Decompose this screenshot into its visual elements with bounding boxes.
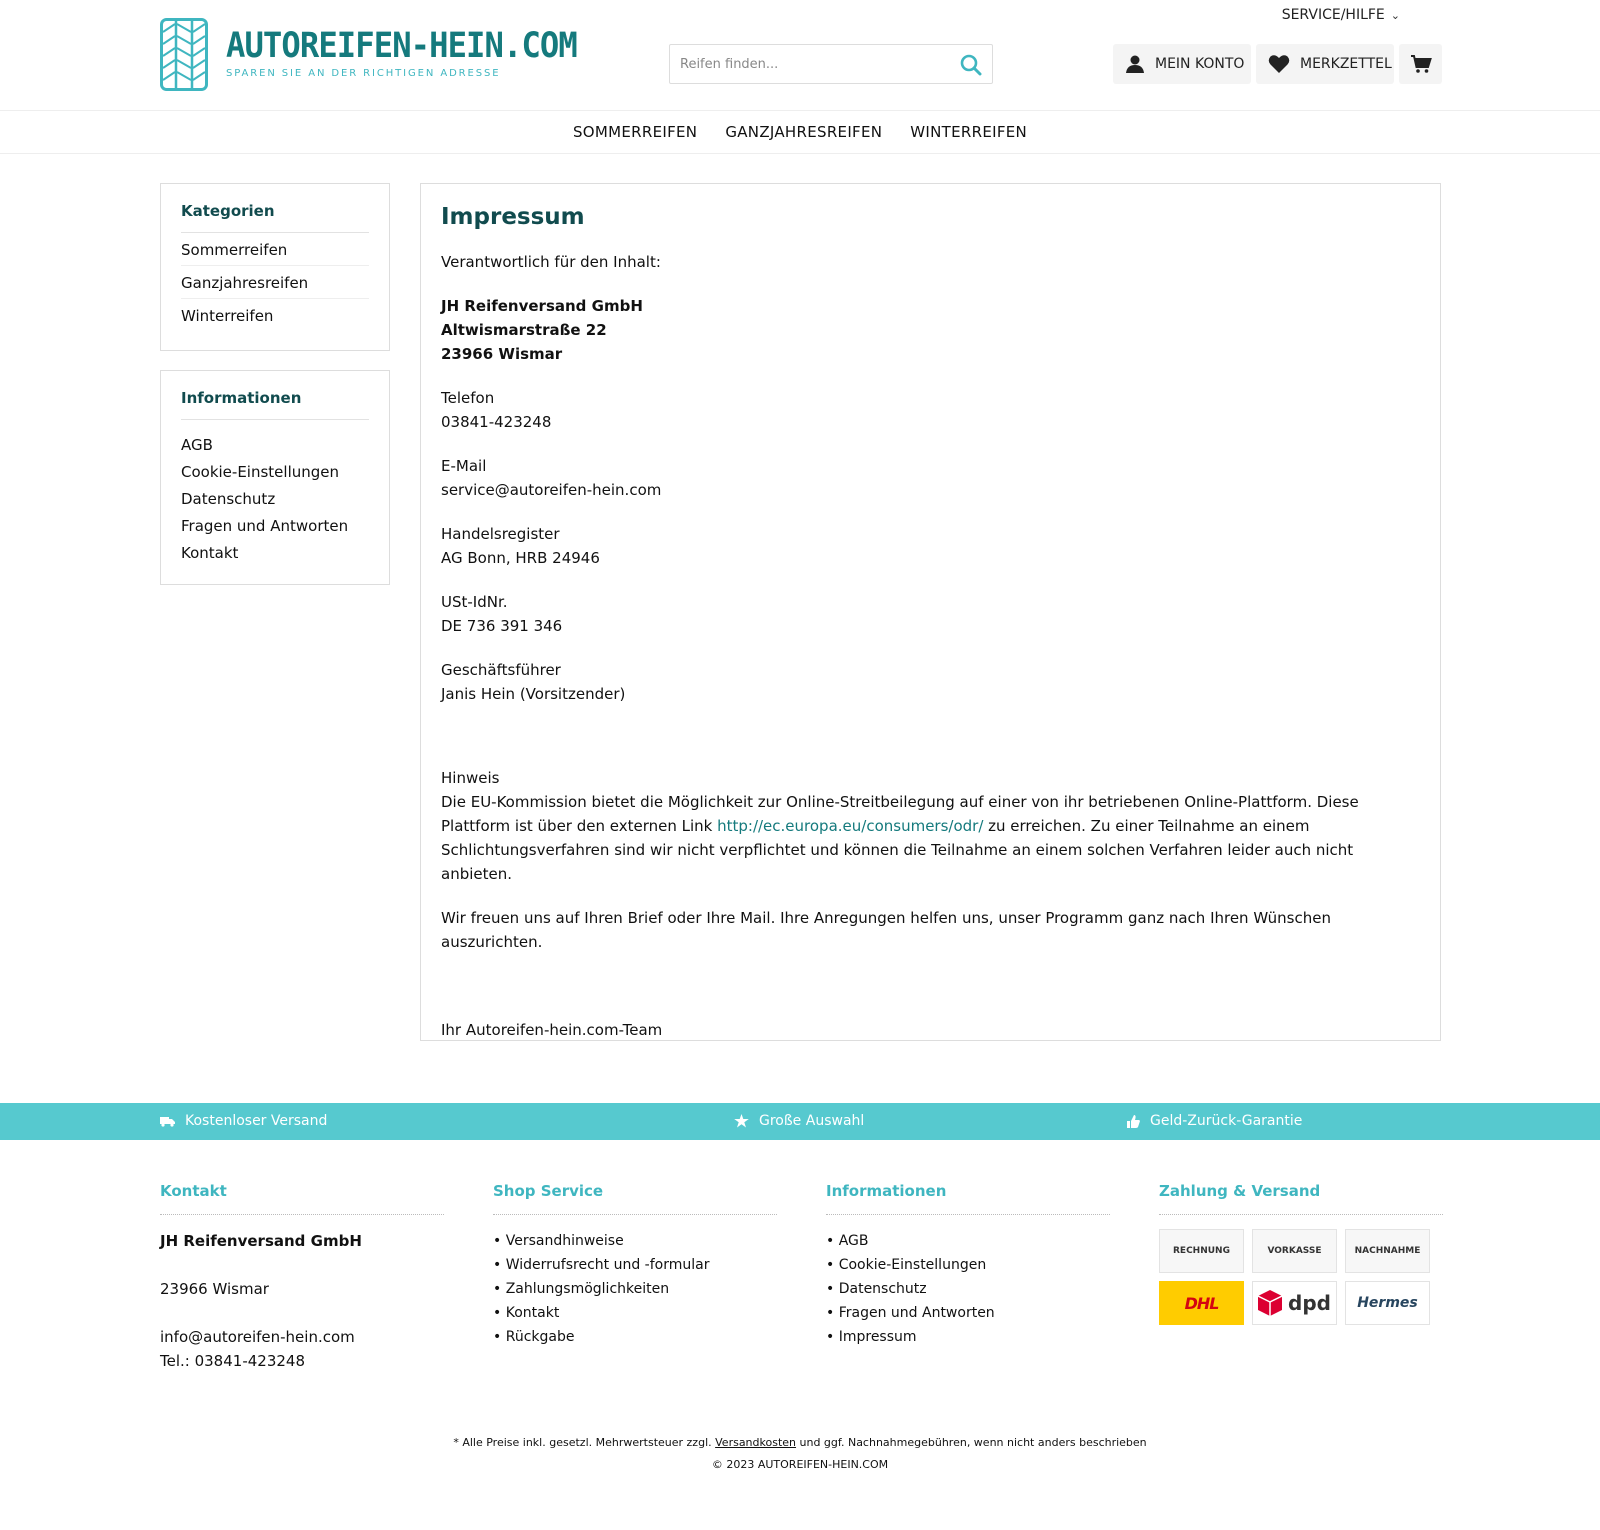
hint-text-part1: Die EU-Kommission bietet die Möglichkeit zur Online-Streitbeilegung auf einer von ihr betriebenen Online-Plattform. Diese Plattform ist über den externen Link bbox=[441, 793, 1359, 835]
email-block bbox=[441, 454, 1420, 502]
dpd-logo bbox=[1252, 1281, 1337, 1325]
register-label: Handelsregister bbox=[441, 525, 560, 543]
company-name: JH Reifenversand GmbH bbox=[441, 297, 643, 315]
impressum-content bbox=[420, 183, 1441, 1041]
footer-link-withdrawal[interactable]: • Widerrufsrecht und -formular bbox=[493, 1253, 777, 1277]
hint-text-part2: zu erreichen. Zu einer Teilnahme an einem Schlichtungsverfahren sind wir nicht verpflichtet und können die Teilnahme an einem solchen Verfahren leider auch nicht anbieten. bbox=[441, 817, 1354, 883]
site-header bbox=[0, 0, 1600, 110]
copyright: © 2023 AUTOREIFEN-HEIN.COM bbox=[711, 1458, 889, 1471]
footer-shop-service bbox=[493, 1182, 777, 1349]
shipping-costs-link[interactable]: Versandkosten bbox=[715, 1436, 797, 1449]
email-value: service@autoreifen-hein.com bbox=[441, 481, 662, 499]
search-input[interactable] bbox=[670, 45, 940, 83]
register-value: AG Bonn, HRB 24946 bbox=[441, 549, 600, 567]
usp-large-selection-label: Große Auswahl bbox=[759, 1113, 865, 1129]
footer-link-impressum[interactable]: • Impressum bbox=[826, 1325, 1110, 1349]
nav-sommerreifen[interactable]: SOMMERREIFEN bbox=[572, 123, 698, 141]
sidebar-item-contact[interactable]: Kontakt bbox=[181, 544, 239, 562]
information-title: Informationen bbox=[181, 389, 369, 420]
footer-link-cookie-settings[interactable]: • Cookie-Einstellungen bbox=[826, 1253, 1110, 1277]
hint-block bbox=[441, 766, 1420, 886]
heart-icon bbox=[1268, 54, 1290, 74]
tire-logo-icon bbox=[160, 18, 208, 91]
sidebar-information bbox=[160, 370, 390, 585]
search-box bbox=[669, 44, 993, 84]
footer-payment-title: Zahlung & Versand bbox=[1159, 1182, 1443, 1215]
usp-free-shipping bbox=[160, 1113, 327, 1129]
cart-icon bbox=[1410, 54, 1432, 74]
nav-winterreifen[interactable]: WINTERREIFEN bbox=[910, 123, 1028, 141]
site-logo[interactable] bbox=[160, 18, 607, 91]
footer-link-agb[interactable]: • AGB bbox=[826, 1229, 1110, 1253]
footer-email[interactable]: info@autoreifen-hein.com bbox=[160, 1328, 355, 1346]
usp-large-selection bbox=[734, 1113, 864, 1129]
dpd-cube-icon bbox=[1258, 1290, 1282, 1316]
sidebar-item-winterreifen[interactable]: Winterreifen bbox=[181, 307, 274, 325]
sidebar-item-faq[interactable]: Fragen und Antworten bbox=[181, 517, 349, 535]
search-icon[interactable] bbox=[960, 54, 982, 76]
usp-free-shipping-label: Kostenloser Versand bbox=[185, 1113, 328, 1129]
closing-text: Wir freuen uns auf Ihren Brief oder Ihre Mail. Ihre Anregungen helfen uns, unser Programm ganz nach Ihren Wünschen auszurichten. bbox=[441, 909, 1331, 951]
footer-link-returns[interactable]: • Rückgabe bbox=[493, 1325, 777, 1349]
phone-label: Telefon bbox=[441, 389, 495, 407]
dhl-logo: DHL bbox=[1159, 1281, 1244, 1325]
logo-name: AUTOREIFEN-HEIN.COM bbox=[226, 26, 577, 66]
my-account-button[interactable] bbox=[1113, 44, 1251, 84]
footer-company: JH Reifenversand GmbH bbox=[160, 1232, 362, 1250]
footer-information-title: Informationen bbox=[826, 1182, 1110, 1215]
hint-label: Hinweis bbox=[441, 769, 500, 787]
service-help-label: SERVICE/HILFE bbox=[1281, 7, 1385, 23]
vat-block bbox=[441, 590, 1420, 638]
thumbs-up-icon bbox=[1127, 1115, 1140, 1128]
sidebar-categories bbox=[160, 183, 390, 351]
payment-cod-badge: NACHNAHME bbox=[1345, 1229, 1430, 1273]
service-help-dropdown[interactable] bbox=[1282, 7, 1400, 23]
footer-city: 23966 Wismar bbox=[160, 1280, 269, 1298]
footer-payment-shipping bbox=[1159, 1182, 1443, 1325]
legal-notice bbox=[0, 1432, 1600, 1476]
responsible-text: Verantwortlich für den Inhalt: bbox=[441, 253, 661, 271]
ceo-label: Geschäftsführer bbox=[441, 661, 561, 679]
sidebar-item-ganzjahresreifen[interactable]: Ganzjahresreifen bbox=[181, 266, 369, 299]
footer-contact-title: Kontakt bbox=[160, 1182, 444, 1215]
company-address bbox=[441, 294, 1420, 366]
signature-text: Ihr Autoreifen-hein.com-Team bbox=[441, 1021, 663, 1039]
payment-invoice-badge: RECHNUNG bbox=[1159, 1229, 1244, 1273]
company-street: Altwismarstraße 22 bbox=[441, 321, 607, 339]
cart-button[interactable] bbox=[1399, 44, 1442, 84]
usp-money-back bbox=[1127, 1113, 1302, 1129]
footer-link-shipping-info[interactable]: • Versandhinweise bbox=[493, 1229, 777, 1253]
sidebar-item-agb[interactable]: AGB bbox=[181, 436, 213, 454]
chevron-down-icon: ⌄ bbox=[1390, 8, 1400, 22]
phone-value: 03841-423248 bbox=[441, 413, 552, 431]
sidebar-item-privacy[interactable]: Datenschutz bbox=[181, 490, 276, 508]
company-city: 23966 Wismar bbox=[441, 345, 563, 363]
footer-link-contact[interactable]: • Kontakt bbox=[493, 1301, 777, 1325]
main-nav bbox=[0, 110, 1600, 154]
payment-prepayment-badge: VORKASSE bbox=[1252, 1229, 1337, 1273]
page-title: Impressum bbox=[441, 204, 585, 230]
my-account-label: MEIN KONTO bbox=[1155, 56, 1245, 72]
vat-value: DE 736 391 346 bbox=[441, 617, 563, 635]
ceo-value: Janis Hein (Vorsitzender) bbox=[441, 685, 626, 703]
legal-text-part1: * Alle Preise inkl. gesetzl. Mehrwertsteuer zzgl. bbox=[453, 1436, 716, 1449]
email-label: E-Mail bbox=[441, 457, 487, 475]
ceo-block bbox=[441, 658, 1420, 706]
user-icon bbox=[1125, 54, 1145, 74]
footer-phone: Tel.: 03841-423248 bbox=[160, 1352, 305, 1370]
phone-block bbox=[441, 386, 1420, 434]
footer-shop-service-title: Shop Service bbox=[493, 1182, 777, 1215]
footer-link-payment-options[interactable]: • Zahlungsmöglichkeiten bbox=[493, 1277, 777, 1301]
dpd-label: dpd bbox=[1288, 1291, 1331, 1315]
footer-link-privacy[interactable]: • Datenschutz bbox=[826, 1277, 1110, 1301]
wishlist-button[interactable] bbox=[1256, 44, 1394, 84]
usp-money-back-label: Geld-Zurück-Garantie bbox=[1150, 1113, 1303, 1129]
logo-tagline: SPAREN SIE AN DER RICHTIGEN ADRESSE bbox=[226, 68, 501, 79]
footer-link-faq[interactable]: • Fragen und Antworten bbox=[826, 1301, 1110, 1325]
hermes-logo: Hermes bbox=[1345, 1281, 1430, 1325]
nav-ganzjahresreifen[interactable]: GANZJAHRESREIFEN bbox=[725, 123, 883, 141]
sidebar-item-sommerreifen[interactable]: Sommerreifen bbox=[181, 233, 369, 266]
categories-title: Kategorien bbox=[181, 202, 369, 233]
odr-link[interactable]: http://ec.europa.eu/consumers/odr/ bbox=[717, 817, 984, 835]
truck-icon bbox=[160, 1115, 175, 1127]
footer-information bbox=[826, 1182, 1110, 1349]
legal-text-part2: und ggf. Nachnahmegebühren, wenn nicht anders beschrieben bbox=[796, 1436, 1147, 1449]
wishlist-label: MERKZETTEL bbox=[1300, 56, 1392, 72]
footer-contact bbox=[160, 1182, 444, 1373]
vat-label: USt-IdNr. bbox=[441, 593, 508, 611]
star-icon bbox=[734, 1114, 749, 1128]
usp-bar bbox=[0, 1103, 1600, 1140]
register-block bbox=[441, 522, 1420, 570]
sidebar-item-cookie-settings[interactable]: Cookie-Einstellungen bbox=[181, 463, 340, 481]
